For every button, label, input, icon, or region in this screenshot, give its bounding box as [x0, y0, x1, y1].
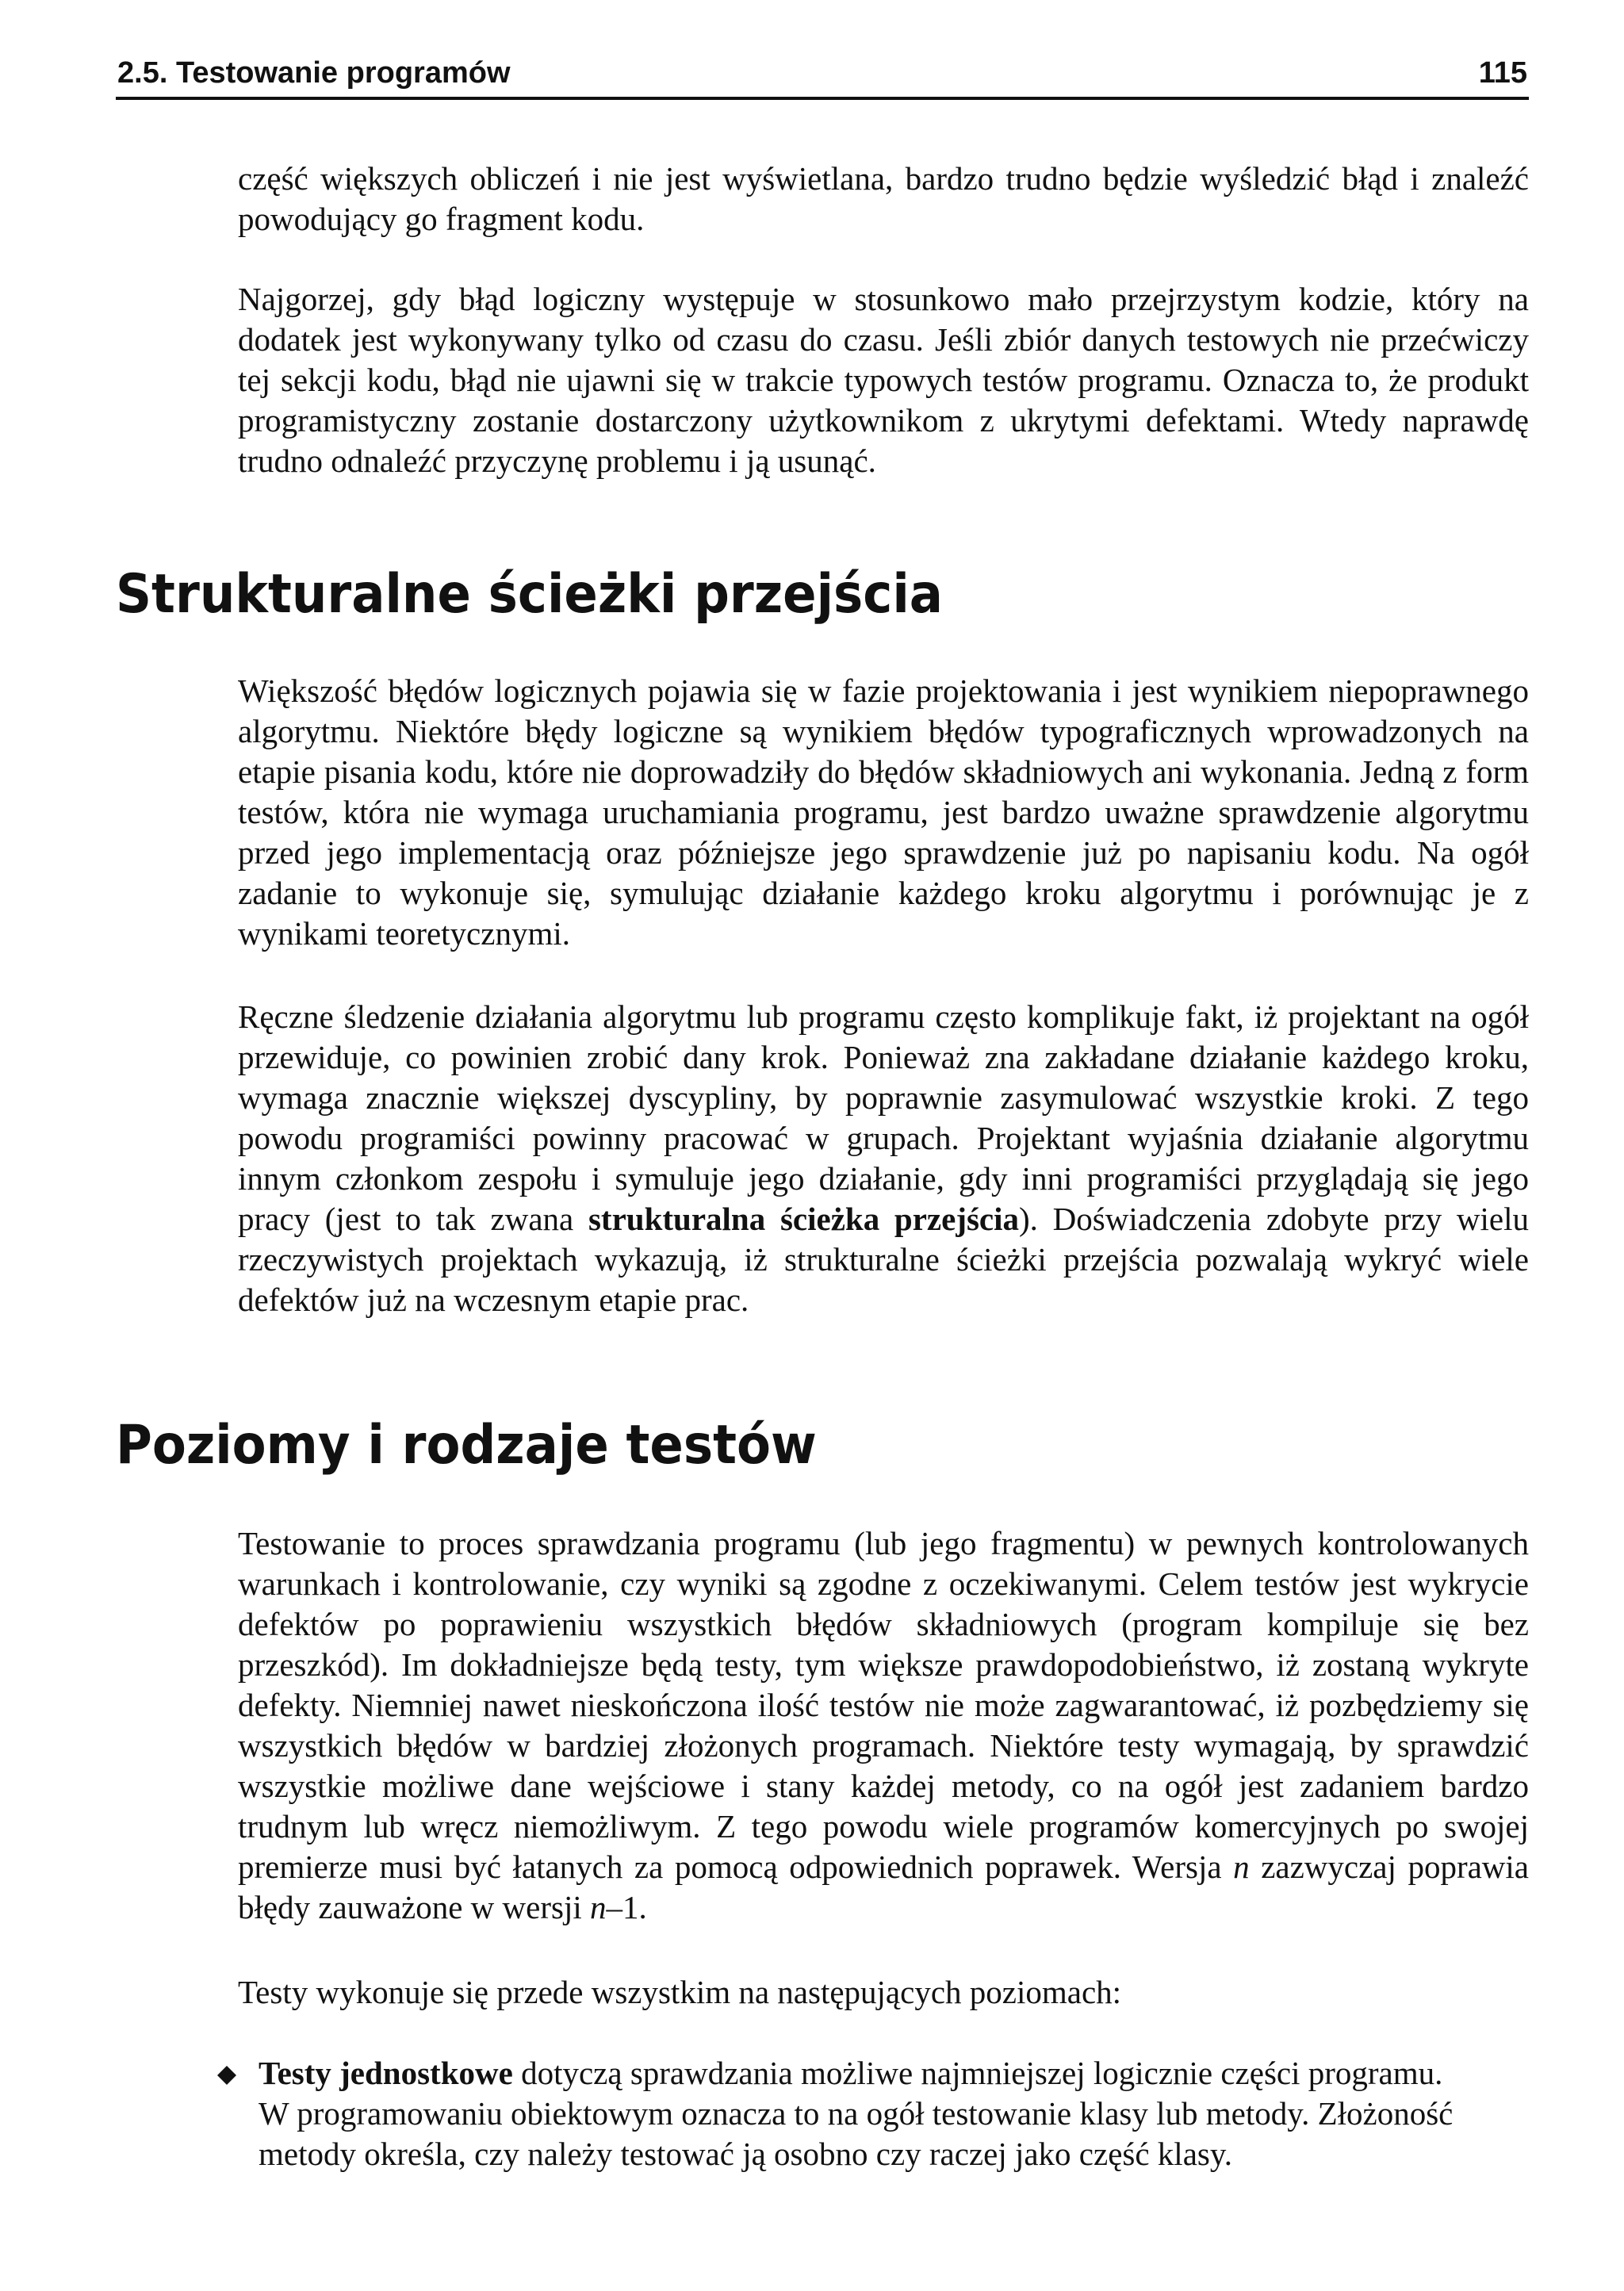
paragraph-4-text-a: Ręczne śledzenie działania algorytmu lub programu często komplikuje fakt, iż projektant na ogół przewiduje, co powinien zrobić dany krok. Ponieważ zna zakładane działanie każdego kroku, wymaga znacznie większej dyscypliny, by poprawnie zasymulować wszystkie kroki. Z tego powodu programiści powinny pracować w grupach. Projektant wyjaśnia działanie algorytmu innym członkom zespołu i symuluje jego działanie, gdy inni programiści przyglądają się jego pracy (jest to tak zwana	[238, 998, 1529, 1237]
section-heading-poziomy: Poziomy i rodzaje testów	[116, 1414, 817, 1477]
paragraph-2: Najgorzej, gdy błąd logiczny występuje w stosunkowo mało przejrzystym kodzie, który na dodatek jest wykonywany tylko od czasu do czasu. Jeśli zbiór danych testowych nie przećwiczy tej sekcji kodu, błąd nie ujawni się w trakcie typowych testów programu. Oznacza to, że produkt programistyczny zostanie dostarczony użytkownikom z ukrytymi defektami. Wtedy naprawdę trudno odnaleźć przyczynę problemu i ją usunąć.	[238, 281, 1529, 479]
list-item-description: dotyczą sprawdzania możliwe najmniejszej logicznie części programu. W programowaniu obiektowym oznacza to na ogół testowanie klasy lub metody. Złożoność metody określa, czy należy testować ją osobno czy raczej jako część klasy.	[259, 2055, 1454, 2172]
paragraph-5-text-b: zazwyczaj poprawia błędy zauważone w wersji	[238, 1849, 1529, 1925]
paragraph-5-text-c: –1.	[606, 1889, 647, 1925]
paragraph-3: Większość błędów logicznych pojawia się w fazie projektowania i jest wynikiem niepoprawnego algorytmu. Niektóre błędy logiczne są wynikiem błędów typograficznych wprowadzonych na etapie pisania kodu, które nie doprowadziły do błędów składniowych ani wykonania. Jedną z form testów, która nie wymaga uruchamiania programu, jest bardzo uważne sprawdzenie algorytmu przed jego implementacją oraz późniejsze jego sprawdzenie już po napisaniu kodu. Na ogół zadanie to wykonuje się, symulując działanie każdego kroku algorytmu i porównując je z wynikami teoretycznymi.	[238, 672, 1529, 952]
paragraph-4-text-b: ). Doświadczenia zdobyte przy wielu rzeczywistych projektach wykazują, iż strukturalne ścieżki przejścia pozwalają wykryć wiele defektów już na wczesnym etapie prac.	[238, 1201, 1530, 1318]
list-item-text	[259, 2053, 1472, 2174]
paragraph-5-text-a: Testowanie to proces sprawdzania programu (lub jego fragmentu) w pewnych kontrolowanych warunkach i kontrolowanie, czy wyniki są zgodne z oczekiwanymi. Celem testów jest wykrycie defektów po poprawieniu wszystkich błędów składniowych (program kompiluje się bez przeszkód). Im dokładniejsze będą testy, tym większe prawdopodobieństwo, iż zostaną wykryte defekty. Niemniej nawet nieskończona ilość testów nie może zagwarantować, iż pozbędziemy się wszystkich błędów w bardziej złożonych programach. Niektóre testy wymagają, by sprawdzić wszystkie możliwe dane wejściowe i stany każdej metody, co na ogół jest zadaniem bardzo trudnym lub wręcz niemożliwym. Z tego powodu wiele programów komercyjnych po swojej premierze musi być łatanych za pomocą odpowiednich poprawek. Wersja	[238, 1525, 1529, 1885]
paragraph-1: część większych obliczeń i nie jest wyświetlana, bardzo trudno będzie wyśledzić błąd i znaleźć powodujący go fragment kodu.	[238, 160, 1529, 237]
paragraph-6: Testy wykonuje się przede wszystkim na następujących poziomach:	[238, 1974, 1122, 2010]
running-header	[116, 49, 1529, 100]
diamond-bullet-icon	[217, 2066, 236, 2085]
term-strukturalna-sciezka: strukturalna ścieżka przejścia	[588, 1201, 1020, 1237]
list-item	[259, 2053, 1472, 2174]
page-number: 115	[1478, 56, 1527, 90]
version-n-minus: n	[590, 1889, 607, 1925]
section-title: 2.5. Testowanie programów	[117, 56, 511, 90]
list-item-term: Testy jednostkowe	[259, 2055, 513, 2091]
section-heading-strukturalne: Strukturalne ścieżki przejścia	[116, 563, 943, 626]
paragraph-4	[238, 997, 1529, 1320]
paragraph-5	[238, 1523, 1529, 1928]
version-n: n	[1233, 1849, 1250, 1885]
